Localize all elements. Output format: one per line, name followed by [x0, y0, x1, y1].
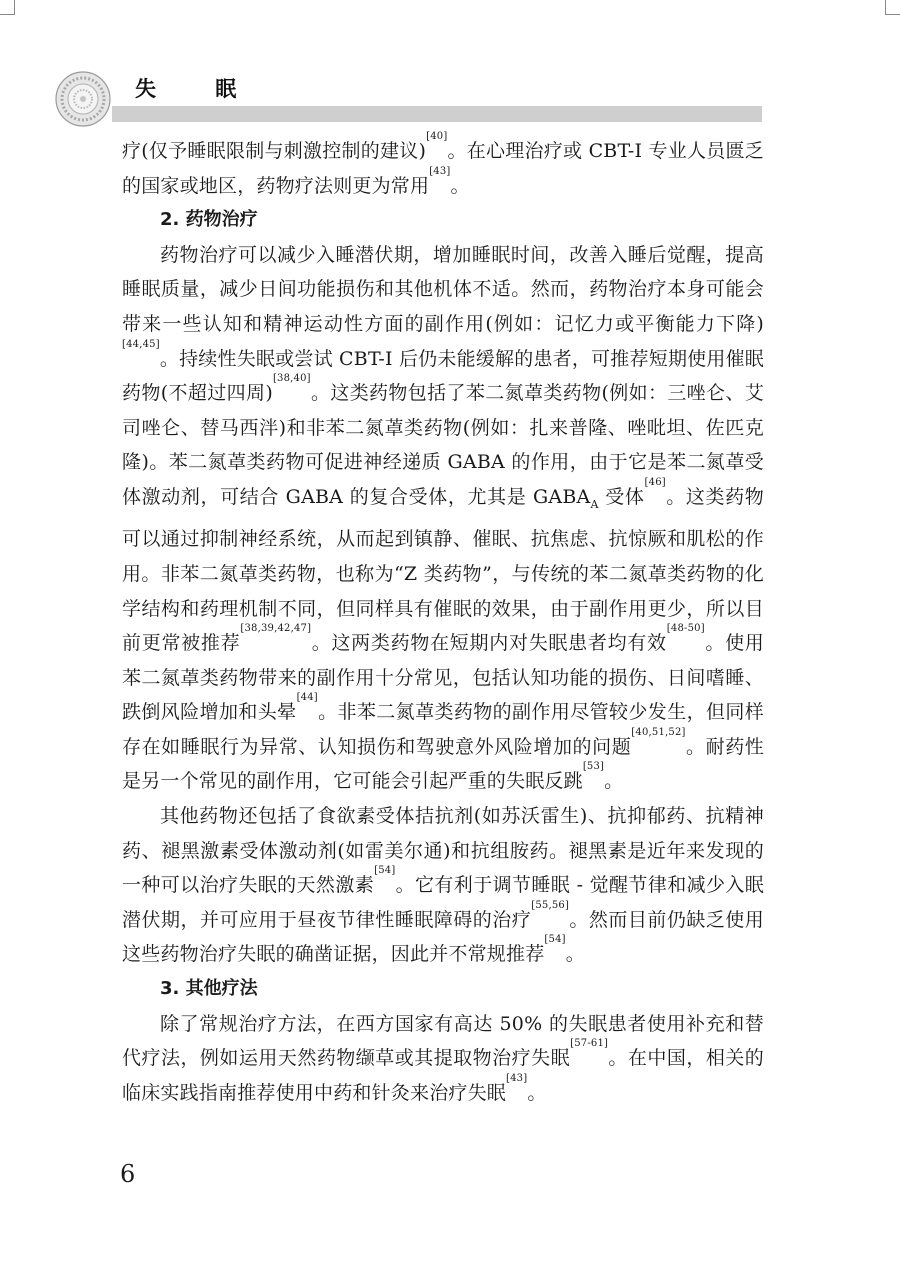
paragraph: [122, 238, 764, 799]
chapter-emblem-icon: [54, 70, 112, 128]
text-run: 。在中国，相关的临床实践指南推荐使用中药和针灸来治疗失眠: [122, 1047, 764, 1104]
crop-mark-top-left: [0, 0, 15, 15]
citation-ref: [55,56]: [531, 899, 570, 911]
section-heading: 3. 其他疗法: [160, 978, 258, 1000]
citation-ref: [38,40]: [272, 373, 311, 385]
citation-ref: [46]: [644, 476, 666, 488]
text-run: 。在心理治疗或 CBT-I 专业人员匮乏的国家或地区，药物疗法则更为常用: [122, 140, 764, 197]
citation-ref: [48-50]: [666, 623, 705, 635]
text-run: 。这两类药物在短期内对失眠患者均有效: [311, 632, 667, 655]
subscript: A: [590, 497, 599, 511]
text-run: 受体: [598, 485, 645, 508]
text-run: 。: [450, 174, 470, 197]
text-run: 。使用苯二氮䓬类药物带来的副作用十分常见，包括认知功能的损伤、日间嗜睡、跌倒风险增加和头晕: [122, 632, 764, 724]
citation-ref: [57-61]: [570, 1038, 609, 1050]
citation-ref: [54]: [374, 865, 396, 877]
text-run: 。然而目前仍缺乏使用这些药物治疗失眠的确凿证据，因此并不常规推荐: [122, 908, 764, 966]
citation-ref: [40,51,52]: [631, 726, 686, 738]
page-number: 6: [120, 1160, 136, 1188]
citation-ref: [43]: [429, 165, 451, 177]
paragraph: [122, 1007, 764, 1111]
text-run: 。它有利于调节睡眠 - 觉醒节律和减少入眠潜伏期，并可应用于昼夜节律性睡眠障碍的治疗: [122, 874, 764, 931]
text-run: 。这类药物可以通过抑制神经系统，从而起到镇静、催眠、抗焦虑、抗惊厥和肌松的作用。非苯二氮䓬类药物，也称为“Z 类药物”，与传统的苯二氮䓬类药物的化学结构和药理机制不同，但同样具有催眠的效果，由于副作用更少，所以目前更常被推荐: [122, 485, 764, 655]
citation-ref: [43]: [506, 1072, 528, 1084]
crop-mark-top-right: [885, 0, 900, 15]
section-heading: 2. 药物治疗: [160, 209, 258, 231]
main-content: [122, 131, 764, 1110]
running-title: 失 眠: [135, 77, 263, 101]
paragraph: [122, 799, 764, 972]
text-run: 药物治疗可以减少入睡潜伏期，增加睡眠时间，改善入睡后觉醒，提高睡眠质量，减少日间功能损伤和其他机体不适。然而，药物治疗本身可能会带来一些认知和精神运动性方面的副作用(例如：记忆力或平衡能力下降): [122, 243, 764, 335]
text-run: 疗(仅予睡眠限制与刺激控制的建议): [122, 140, 427, 162]
citation-ref: [54]: [544, 934, 566, 946]
citation-ref: [40]: [426, 131, 448, 142]
header-band: [112, 106, 762, 122]
citation-ref: [53]: [582, 761, 605, 773]
text-run: 除了常规治疗方法，在西方国家有高达 50% 的失眠患者使用补充和替代疗法，例如运用天然药物缬草或其提取物治疗失眠: [122, 1012, 764, 1070]
citation-ref: [44]: [296, 692, 318, 704]
text-run: 。耐药性是另一个常见的副作用，它可能会引起严重的失眠反跳: [122, 735, 764, 793]
paragraph: [122, 131, 764, 203]
text-run: 。: [604, 770, 624, 793]
text-run: 。: [565, 943, 585, 966]
citation-ref: [44,45]: [122, 338, 160, 350]
citation-ref: [38,39,42,47]: [240, 623, 312, 635]
text-run: 。非苯二氮䓬类药物的副作用尽管较少发生，但同样存在如睡眠行为异常、认知损伤和驾驶意外风险增加的问题: [122, 701, 764, 758]
text-run: 其他药物还包括了食欲素受体拮抗剂(如苏沃雷生)、抗抑郁药、抗精神药、褪黑激素受体激动剂(如雷美尔通)和抗组胺药。褪黑素是近年来发现的一种可以治疗失眠的天然激素: [122, 805, 764, 897]
text-run: 。这类药物包括了苯二氮䓬类药物(例如：三唑仑、艾司唑仑、替马西泮)和非苯二氮䓬类药物(例如：扎来普隆、唑吡坦、佐匹克隆)。苯二氮䓬类药物可促进神经递质 GABA 的作用，由于它是苯二氮䓬受体激动剂，可结合 GABA 的复合受体，尤其是 GABA: [122, 382, 764, 508]
text-run: 。持续性失眠或尝试 CBT-I 后仍未能缓解的患者，可推荐短期使用催眠药物(不超过四周): [122, 347, 764, 405]
text-run: 。: [527, 1081, 547, 1104]
